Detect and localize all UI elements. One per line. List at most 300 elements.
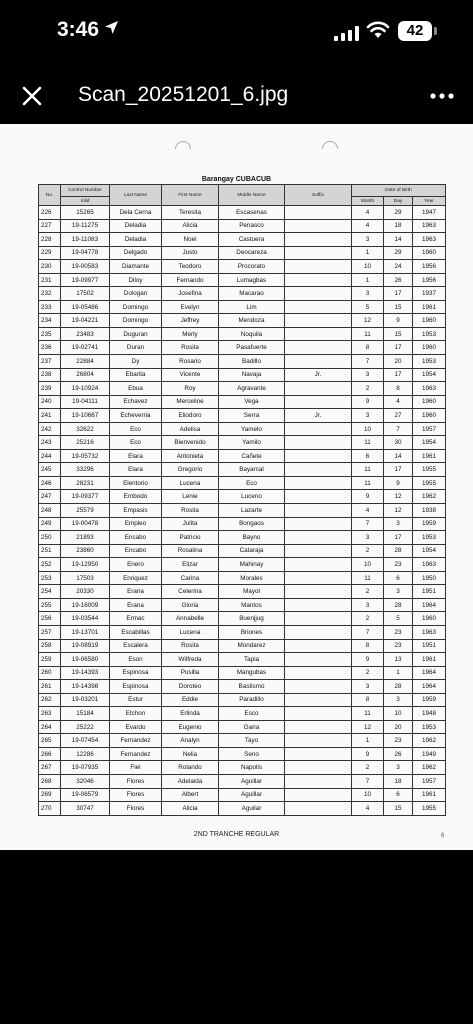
table-row [39,449,446,463]
table-row [39,544,446,558]
table-row [39,558,446,572]
cell-no: 259 [39,653,61,667]
cell-no: 243 [39,436,61,450]
cell-middle-name: Tayo [219,734,285,748]
cell-day: 20 [384,720,413,734]
cell-suffix [285,476,352,490]
cell-no: 263 [39,707,61,721]
table-row [39,666,446,680]
cell-no: 256 [39,612,61,626]
cell-no: 231 [39,273,61,287]
cell-last-name: Echeverria [110,409,162,423]
cell-no: 227 [39,219,61,233]
cell-suffix: Jr. [285,409,352,423]
cell-middle-name: Vega [219,395,285,409]
table-row [39,774,446,788]
cell-last-name: Duran [110,341,162,355]
cell-middle-name: Procorato [219,260,285,274]
cell-middle-name: Bayno [219,531,285,545]
cell-month: 9 [352,653,384,667]
cell-year: 1960 [413,341,446,355]
viewer-header [0,70,473,122]
cell-first-name: Jeffrey [162,314,219,328]
cell-last-name: Evardo [110,720,162,734]
table-row [39,327,446,341]
table-row [39,504,446,518]
cell-day: 6 [384,788,413,802]
cell-suffix [285,774,352,788]
cell-first-name: Lucena [162,476,219,490]
cell-first-name: Eliodoro [162,409,219,423]
cell-last-name: Deladia [110,219,162,233]
cell-year: 1960 [413,612,446,626]
cell-day: 23 [384,734,413,748]
cell-middle-name: Noquila [219,327,285,341]
cell-first-name: Alicia [162,219,219,233]
cell-middle-name: Mendoza [219,314,285,328]
cell-no: 248 [39,504,61,518]
cell-suffix [285,747,352,761]
col-header-year: Year [413,197,446,206]
cell-suffix [285,436,352,450]
cell-suffix [285,287,352,301]
cell-no: 235 [39,327,61,341]
col-header-date-of-birth: Date of Birth [352,185,446,197]
cell-first-name: Julita [162,517,219,531]
cell-middle-name: Mahinay [219,558,285,572]
cell-middle-name: Lumagbas [219,273,285,287]
table-row [39,517,446,531]
cell-last-name: Flores [110,788,162,802]
cell-year: 1959 [413,517,446,531]
cell-last-name: Encabo [110,531,162,545]
beneficiary-table [38,184,446,816]
cell-last-name: Deladia [110,233,162,247]
cell-suffix [285,544,352,558]
cell-middle-name: Mangubas [219,666,285,680]
cell-day: 17 [384,287,413,301]
table-row [39,802,446,816]
cell-day: 18 [384,219,413,233]
cell-year: 1957 [413,774,446,788]
table-row [39,625,446,639]
cell-suffix [285,693,352,707]
cell-first-name: Rosario [162,355,219,369]
cell-month: 4 [352,504,384,518]
cell-month: 11 [352,707,384,721]
cell-no: 239 [39,382,61,396]
table-row [39,639,446,653]
cell-month: 11 [352,327,384,341]
cell-last-name: Flores [110,774,162,788]
cell-middle-name: Lim [219,300,285,314]
table-row [39,273,446,287]
cell-month: 11 [352,476,384,490]
col-header-month: Month [352,197,384,206]
cell-suffix [285,720,352,734]
cell-year: 1960 [413,395,446,409]
cell-control-number: 15265 [61,206,110,220]
cell-first-name: Eddie [162,693,219,707]
cell-control-number: 19-05486 [61,300,110,314]
footer-text: 2ND TRANCHE REGULAR [193,831,280,838]
cell-middle-name: Yamilo [219,436,285,450]
cell-middle-name: Paradillo [219,693,285,707]
cell-control-number: 15184 [61,707,110,721]
cell-suffix [285,341,352,355]
cell-no: 232 [39,287,61,301]
col-header-suffix: Suffix [285,185,352,206]
cell-no: 252 [39,558,61,572]
cell-first-name: Merly [162,327,219,341]
cell-day: 6 [384,571,413,585]
cell-suffix [285,558,352,572]
cell-no: 226 [39,206,61,220]
cell-no: 244 [39,449,61,463]
cell-year: 1963 [413,625,446,639]
cell-suffix [285,246,352,260]
cell-suffix [285,233,352,247]
cell-month: 2 [352,612,384,626]
cell-day: 28 [384,544,413,558]
cell-middle-name: Napolis [219,761,285,775]
cell-control-number: 19-14393 [61,666,110,680]
cell-suffix [285,260,352,274]
cell-suffix [285,273,352,287]
cell-control-number: 30747 [61,802,110,816]
cell-month: 1 [352,273,384,287]
cell-year: 1960 [413,314,446,328]
cell-first-name: Antonieta [162,449,219,463]
cell-year: 1947 [413,206,446,220]
cell-middle-name: Eco [219,476,285,490]
cell-first-name: Teodoro [162,260,219,274]
cell-first-name: Bienvenido [162,436,219,450]
cell-day: 14 [384,233,413,247]
cell-first-name: Evelyn [162,300,219,314]
cell-last-name: Espinosa [110,680,162,694]
cell-no: 233 [39,300,61,314]
cell-day: 15 [384,327,413,341]
cell-middle-name: Mayol [219,585,285,599]
cell-middle-name: Aguillar [219,788,285,802]
cell-year: 1954 [413,544,446,558]
cell-middle-name: Morales [219,571,285,585]
table-row [39,707,446,721]
cell-control-number: 32046 [61,774,110,788]
col-header-no: No. [39,185,61,206]
col-header-last-name: Last Name [110,185,162,206]
cell-month: 6 [352,449,384,463]
cell-day: 17 [384,368,413,382]
cellular-signal-icon [334,26,360,41]
cell-no: 265 [39,734,61,748]
cell-day: 10 [384,707,413,721]
cell-day: 3 [384,693,413,707]
cell-last-name: Eco [110,422,162,436]
cell-no: 229 [39,246,61,260]
cell-year: 1961 [413,788,446,802]
cell-year: 1951 [413,639,446,653]
table-row [39,653,446,667]
more-options-icon[interactable] [428,84,456,108]
cell-no: 254 [39,585,61,599]
table-body [39,206,446,816]
cell-year: 1960 [413,246,446,260]
cell-first-name: Lenie [162,490,219,504]
cell-control-number: 21893 [61,531,110,545]
cell-day: 29 [384,206,413,220]
cell-last-name: Enero [110,558,162,572]
cell-middle-name: Macarao [219,287,285,301]
cell-last-name: Eco [110,436,162,450]
cell-control-number: 19-02741 [61,341,110,355]
cell-month: 11 [352,571,384,585]
table-row [39,680,446,694]
cell-no: 266 [39,747,61,761]
battery-icon [398,21,432,41]
cell-middle-name: Agravante [219,382,285,396]
cell-no: 238 [39,368,61,382]
cell-control-number: 23483 [61,327,110,341]
cell-control-number: 19-05732 [61,449,110,463]
cell-day: 27 [384,409,413,423]
cell-month: 3 [352,680,384,694]
cell-suffix [285,327,352,341]
cell-suffix [285,625,352,639]
cell-suffix [285,639,352,653]
cell-last-name: Ebua [110,382,162,396]
cell-first-name: Eugenio [162,720,219,734]
cell-day: 26 [384,747,413,761]
cell-month: 9 [352,395,384,409]
cell-month: 12 [352,720,384,734]
cell-no: 255 [39,598,61,612]
cell-middle-name: Badillo [219,355,285,369]
cell-no: 230 [39,260,61,274]
cell-control-number: 17502 [61,287,110,301]
cell-first-name: Adelaida [162,774,219,788]
cell-first-name: Alicia [162,802,219,816]
cell-month: 4 [352,206,384,220]
cell-control-number: 19-04778 [61,246,110,260]
cell-month: 4 [352,802,384,816]
cell-control-number: 26804 [61,368,110,382]
cell-day: 15 [384,300,413,314]
cell-year: 1956 [413,260,446,274]
table-row [39,531,446,545]
cell-day: 24 [384,260,413,274]
cell-year: 1960 [413,409,446,423]
cell-last-name: Domingo [110,300,162,314]
scanned-document[interactable] [0,124,473,850]
cell-middle-name: Esco [219,707,285,721]
table-row [39,314,446,328]
table-row [39,476,446,490]
cell-month: 10 [352,788,384,802]
punch-hole-right [322,141,338,149]
status-time: 3:46 [57,18,100,41]
cell-month: 3 [352,409,384,423]
cell-no: 258 [39,639,61,653]
cell-suffix [285,585,352,599]
col-subheader-control: mlid [61,197,110,206]
col-header-middle-name: Middle Name [219,185,285,206]
cell-control-number: 19-10924 [61,382,110,396]
cell-last-name: Estur [110,693,162,707]
table-row [39,436,446,450]
cell-first-name: Lucena [162,625,219,639]
cell-first-name: Annabelle [162,612,219,626]
cell-year: 1961 [413,300,446,314]
cell-middle-name: Penasco [219,219,285,233]
cell-control-number: 19-03544 [61,612,110,626]
cell-suffix [285,734,352,748]
cell-month: 7 [352,355,384,369]
cell-suffix [285,598,352,612]
cell-day: 3 [384,517,413,531]
cell-no: 240 [39,395,61,409]
cell-month: 3 [352,233,384,247]
cell-last-name: Etchon [110,707,162,721]
cell-day: 12 [384,504,413,518]
cell-day: 28 [384,598,413,612]
cell-last-name: Erana [110,598,162,612]
cell-last-name: Enriquez [110,571,162,585]
cell-control-number: 25216 [61,436,110,450]
cell-no: 270 [39,802,61,816]
cell-month: 3 [352,531,384,545]
cell-first-name: Rosita [162,504,219,518]
cell-month: 10 [352,422,384,436]
cell-control-number: 19-00478 [61,517,110,531]
cell-suffix [285,653,352,667]
cell-day: 15 [384,802,413,816]
cell-last-name: Empleo [110,517,162,531]
cell-middle-name: Mondarez [219,639,285,653]
table-row [39,463,446,477]
cell-day: 12 [384,490,413,504]
cell-control-number: 19-13701 [61,625,110,639]
cell-year: 1961 [413,449,446,463]
cell-middle-name: Cañete [219,449,285,463]
table-row [39,206,446,220]
cell-first-name: Carina [162,571,219,585]
cell-first-name: Roy [162,382,219,396]
cell-day: 23 [384,558,413,572]
cell-month: 2 [352,382,384,396]
cell-first-name: Rosita [162,341,219,355]
cell-month: 3 [352,368,384,382]
cell-control-number: 19-07454 [61,734,110,748]
table-row [39,598,446,612]
cell-middle-name: Lazarte [219,504,285,518]
cell-last-name: Escabillas [110,625,162,639]
cell-no: 228 [39,233,61,247]
cell-month: 11 [352,463,384,477]
table-row [39,422,446,436]
cell-month: 10 [352,558,384,572]
cell-last-name: Fernandez [110,747,162,761]
cell-first-name: Celerina [162,585,219,599]
cell-month: 10 [352,260,384,274]
col-header-first-name: First Name [162,185,219,206]
cell-year: 1964 [413,666,446,680]
cell-last-name: Elara [110,463,162,477]
cell-first-name: Pusilla [162,666,219,680]
cell-middle-name: Briones [219,625,285,639]
cell-suffix: Jr. [285,368,352,382]
cell-control-number: 23860 [61,544,110,558]
cell-middle-name: Garia [219,720,285,734]
cell-first-name: Rosita [162,639,219,653]
cell-month: 7 [352,625,384,639]
cell-control-number: 19-08919 [61,639,110,653]
cell-control-number: 19-11275 [61,219,110,233]
cell-suffix [285,449,352,463]
cell-first-name: Wilfreda [162,653,219,667]
cell-middle-name: Castuera [219,233,285,247]
cell-last-name: Echavez [110,395,162,409]
cell-last-name: Elara [110,449,162,463]
table-row [39,246,446,260]
cell-first-name: Albert [162,788,219,802]
cell-day: 4 [384,395,413,409]
table-row [39,355,446,369]
status-bar [0,0,473,64]
cell-middle-name: Seno [219,747,285,761]
cell-last-name: Fernandez [110,734,162,748]
cell-month: 2 [352,666,384,680]
table-row [39,788,446,802]
cell-day: 9 [384,314,413,328]
table-row [39,585,446,599]
cell-control-number: 19-06579 [61,788,110,802]
table-row [39,287,446,301]
cell-day: 17 [384,341,413,355]
cell-middle-name: Bastismo [219,680,285,694]
cell-first-name: Rolando [162,761,219,775]
cell-first-name: Merceline [162,395,219,409]
cell-year: 1963 [413,219,446,233]
cell-year: 1956 [413,273,446,287]
cell-day: 18 [384,774,413,788]
cell-control-number: 25579 [61,504,110,518]
cell-middle-name: Bayarcal [219,463,285,477]
cell-control-number: 19-09977 [61,273,110,287]
cell-year: 1959 [413,693,446,707]
cell-first-name: Erlinda [162,707,219,721]
table-row [39,490,446,504]
close-icon[interactable] [18,82,46,110]
cell-year: 1963 [413,382,446,396]
cell-no: 261 [39,680,61,694]
cell-month: 5 [352,300,384,314]
cell-first-name: Nelia [162,747,219,761]
cell-last-name: Dologan [110,287,162,301]
cell-first-name: Analyn [162,734,219,748]
cell-first-name: Elizar [162,558,219,572]
cell-month: 8 [352,341,384,355]
cell-middle-name: Buenjjug [219,612,285,626]
cell-no: 234 [39,314,61,328]
cell-day: 8 [384,382,413,396]
cell-no: 257 [39,625,61,639]
cell-no: 262 [39,693,61,707]
cell-year: 1955 [413,476,446,490]
cell-month: 9 [352,747,384,761]
cell-month: 8 [352,639,384,653]
